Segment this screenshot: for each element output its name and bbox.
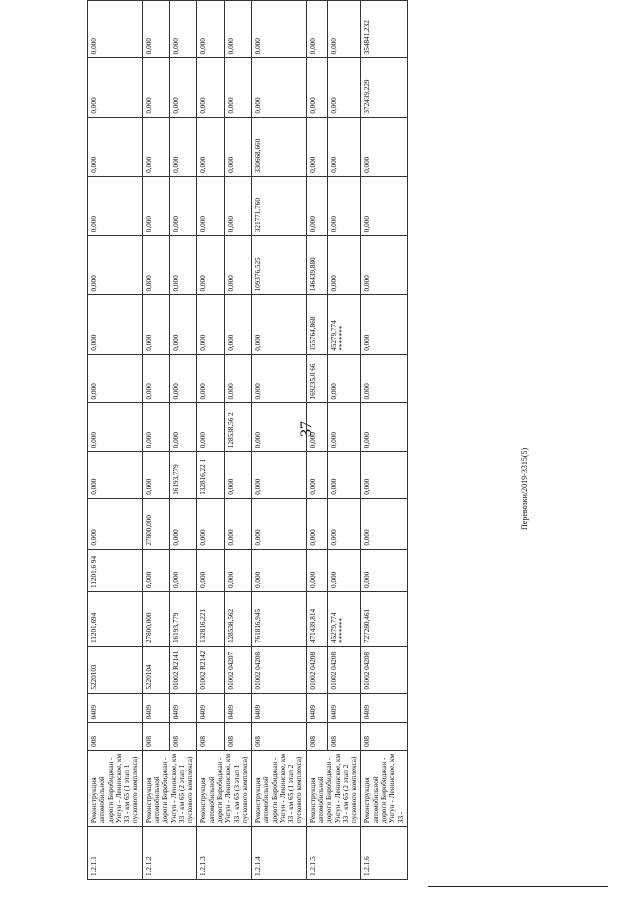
table-cell-c6: 0,000 [327,498,361,549]
table-row [170,1,197,880]
table-cell-c6: 0,000 [88,498,143,549]
table-row [142,1,169,880]
table-row [224,1,251,880]
table-cell-c6: 0,000 [224,498,251,549]
table-cell-c13: 0,000 [170,117,197,176]
table-cell-c4: 761816,945 [252,591,307,646]
budget-table [87,0,408,880]
table-cell-c15: 0,000 [197,1,224,58]
table-cell-c14: 0,000 [142,58,169,117]
table-cell-c10: 0,000 [252,295,307,354]
table-cell-c11: 0,000 [88,236,143,295]
table-cell-c3: 01002 R2142 [197,647,224,694]
table-cell-c10: 0,000 [224,295,251,354]
table-cell-c8: 0,000 [142,403,169,452]
row-number: 1.2.1.5 [306,827,361,880]
table-cell-c7: 0,000 [306,452,327,499]
table-cell-c2: 0409 [142,693,169,723]
table-cell-c5: 0,000 [170,549,197,591]
table-cell-c9: 169235,0 66 [306,354,327,403]
table-cell-c15: 0,000 [170,1,197,58]
table-cell-c10: 0,000 [88,295,143,354]
table-cell-c6: 0,000 [361,498,407,549]
table-cell-c10: 0,000 [170,295,197,354]
table-cell-c9: 0,000 [197,354,224,403]
table-cell-c7: 0,000 [142,452,169,499]
table-cell-c5: 0,000 [142,549,169,591]
table-cell-c1: 008 [252,723,307,751]
object-name: Реконструкция автомобильной дороги Биробиджан - Унгун - Ленинское, км 33 - км 65 (1 этап 1 пускового комплекса) [88,750,143,826]
table-cell-c4: 45279,774 ******* [327,591,361,646]
table-cell-c10: 45279,774 ******* [327,295,361,354]
table-cell-c13: 0,000 [306,117,327,176]
table-cell-c14: 0,000 [197,58,224,117]
table-cell-c11: 0,000 [327,236,361,295]
table-cell-c2: 0409 [327,693,361,723]
table-cell-c7: 16193,779 [170,452,197,499]
table-cell-c6: 0,000 [197,498,224,549]
table-cell-c6: 0,000 [252,498,307,549]
table-cell-c3: 01002 04207 [224,647,251,694]
table-cell-c8: 0,000 [88,403,143,452]
table-cell-c8: 0,000 [170,403,197,452]
table-cell-c5: 0,000 [252,549,307,591]
table-cell-c11: 109376,525 [252,236,307,295]
table-cell-c7: 0,000 [361,452,407,499]
table-cell-c6: 0,000 [306,498,327,549]
table-cell-c13: 0,000 [361,117,407,176]
object-name: Реконструкция автомобильной дороги Биробиджан - Унгун - Ленинское, км 33 - км 65 (2 этап 2 пускового комплекса) [306,750,361,826]
table-cell-c3: 01002 04208 [252,647,307,694]
table-cell-c5: 0,000 [224,549,251,591]
table-cell-c11: 0,000 [142,236,169,295]
table-cell-c3: 5220104 [142,647,169,694]
table-cell-c11: 0,000 [170,236,197,295]
rotated-table-container [87,0,553,880]
table-cell-c8: 0,000 [327,403,361,452]
table-cell-c1: 008 [88,723,143,751]
table-cell-c1: 008 [197,723,224,751]
table-cell-c7: 0,000 [224,452,251,499]
table-cell-c12: 0,000 [170,176,197,235]
table-cell-c2: 0409 [361,693,407,723]
table-row [88,1,143,880]
bottom-rule [428,886,608,887]
table-cell-c13: 0,000 [197,117,224,176]
table-cell-c2: 0409 [252,693,307,723]
table-cell-c8: 0,000 [361,403,407,452]
row-number: 1.2.1.4 [252,827,307,880]
table-cell-c13: 0,000 [327,117,361,176]
table-cell-c15: 0,000 [306,1,327,58]
table-cell-c6: 27800,000 [142,498,169,549]
row-number: 1.2.1.2 [142,827,197,880]
table-cell-c1: 008 [306,723,327,751]
table-cell-c1: 008 [327,723,361,751]
table-cell-c9: 0,000 [327,354,361,403]
table-cell-c2: 0409 [306,693,327,723]
table-cell-c3: 01002 04208 [306,647,327,694]
table-cell-c13: 0,000 [142,117,169,176]
table-cell-c1: 008 [170,723,197,751]
table-cell-c12: 0,000 [306,176,327,235]
table-cell-c3: 01002 R2141 [170,647,197,694]
table-cell-c5: 0,000 [327,549,361,591]
table-cell-c2: 0409 [170,693,197,723]
table-cell-c14: 0,000 [306,58,327,117]
table-cell-c9: 0,000 [142,354,169,403]
table-cell-c2: 0409 [88,693,143,723]
table-cell-c14: 0,000 [170,58,197,117]
object-name: Реконструкция автомобильной дороги Биробиджан - Унгун - Ленинское, км 33 - км 65 (2 этап 1 пускового комплекса) [142,750,197,826]
table-cell-c15: 0,000 [327,1,361,58]
table-cell-c4: 128538,562 [224,591,251,646]
table-cell-c10: 155764,868 [306,295,327,354]
table-cell-c11: 0,000 [361,236,407,295]
table-cell-c8: 0,000 [252,403,307,452]
table-cell-c13: 0,000 [88,117,143,176]
table-cell-c9: 0,000 [361,354,407,403]
table-cell-c15: 0,000 [142,1,169,58]
table-cell-c4: 132816,221 [197,591,224,646]
table-row [252,1,307,880]
table-row [327,1,361,880]
table-cell-c11: 0,000 [224,236,251,295]
table-cell-c12: 0,000 [142,176,169,235]
table-cell-c10: 0,000 [142,295,169,354]
page-number: 37 [298,421,315,437]
row-number: 1.2.1.6 [361,827,407,880]
table-cell-c8: 0,000 [306,403,327,452]
object-name: Реконструкция автомобильной дороги Биробиджан - Унгун - Ленинское, км 33 - [361,750,407,826]
table-cell-c12: 321771,760 [252,176,307,235]
table-cell-c13: 0,000 [224,117,251,176]
table-cell-c11: 146439,880 [306,236,327,295]
table-cell-c15: 0,000 [252,1,307,58]
table-cell-c8: 0,000 [197,403,224,452]
table-cell-c14: 0,000 [252,58,307,117]
table-cell-c15: 0,000 [88,1,143,58]
table-cell-c9: 0,000 [252,354,307,403]
object-name: Реконструкция автомобильной дороги Биробиджан - Унгун - Ленинское, км 33 - км 65 (3 этап 1 пускового комплекса) [197,750,252,826]
table-cell-c9: 0,000 [88,354,143,403]
table-cell-c1: 008 [142,723,169,751]
table-cell-c10: 0,000 [361,295,407,354]
table-cell-c4: 727280,461 [361,591,407,646]
table-cell-c2: 0409 [197,693,224,723]
table-cell-c5: 11201,6 94 [88,549,143,591]
table-cell-c14: 372439,229 [361,58,407,117]
table-cell-c14: 0,000 [327,58,361,117]
table-cell-c7: 132816,22 1 [197,452,224,499]
table-cell-c4: 471439,814 [306,591,327,646]
table-cell-c4: 16193,779 [170,591,197,646]
table-cell-c5: 0,000 [361,549,407,591]
table-cell-c8: 128538,56 2 [224,403,251,452]
table-cell-c2: 0409 [224,693,251,723]
table-cell-c15: 0,000 [224,1,251,58]
table-cell-c7: 0,000 [88,452,143,499]
table-cell-c5: 0,000 [306,549,327,591]
object-name: Реконструкция автомобильной дороги Биробиджан - Унгун - Ленинское, км 33 - км 65 (1 этап 2 пускового комплекса) [252,750,307,826]
table-cell-c4: 11201,694 [88,591,143,646]
table-cell-c12: 0,000 [88,176,143,235]
table-cell-c12: 0,000 [197,176,224,235]
table-cell-c13: 330668,660 [252,117,307,176]
row-number: 1.2.1.3 [197,827,252,880]
table-cell-c4: 27800,000 [142,591,169,646]
table-cell-c9: 0,000 [170,354,197,403]
table-cell-c3: 5220103 [88,647,143,694]
table-cell-c1: 008 [224,723,251,751]
table-cell-c9: 0,000 [224,354,251,403]
table-cell-c15: 354841,232 [361,1,407,58]
table-row [361,1,407,880]
document-footer: Перевозки/2019-3315(5) [520,447,529,530]
table-cell-c3: 01002 04208 [361,647,407,694]
table-cell-c5: 0,000 [197,549,224,591]
table-cell-c10: 0,000 [197,295,224,354]
table-cell-c12: 0,000 [327,176,361,235]
table-cell-c7: 0,000 [252,452,307,499]
table-cell-c1: 008 [361,723,407,751]
table-row [306,1,327,880]
table-cell-c7: 0,000 [327,452,361,499]
table-cell-c12: 0,000 [361,176,407,235]
table-cell-c14: 0,000 [224,58,251,117]
table-row [197,1,224,880]
table-cell-c11: 0,000 [197,236,224,295]
table-cell-c14: 0,000 [88,58,143,117]
table-cell-c12: 0,000 [224,176,251,235]
table-cell-c3: 01002 04208 [327,647,361,694]
row-number: 1.2.1.1 [88,827,143,880]
table-cell-c6: 0,000 [170,498,197,549]
